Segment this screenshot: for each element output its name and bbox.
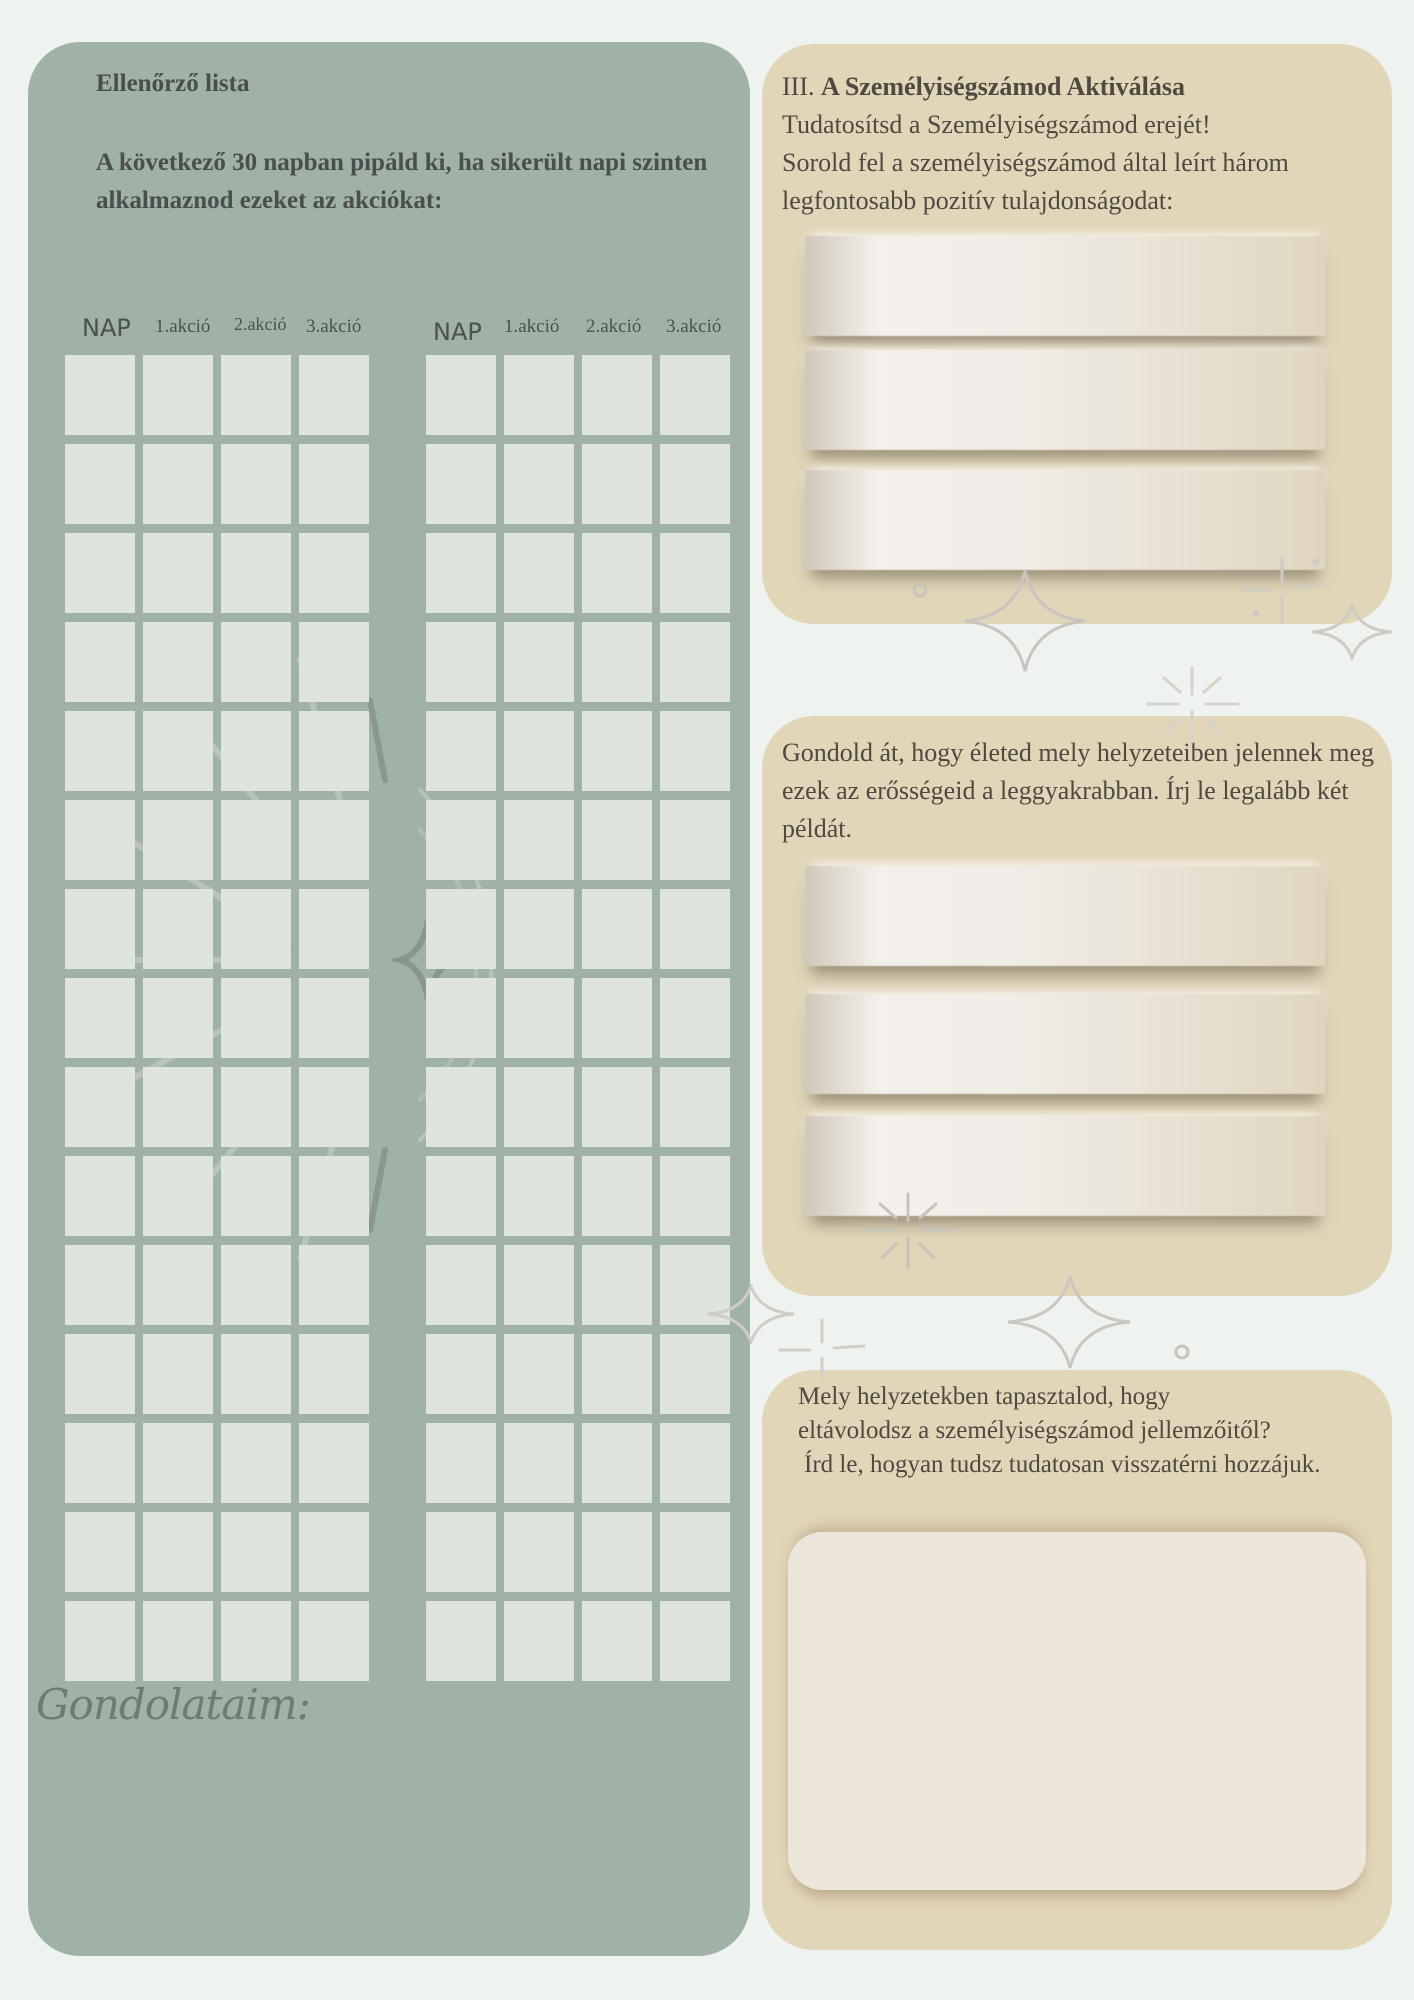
action-checkbox[interactable] xyxy=(299,1334,369,1414)
day-checkbox[interactable] xyxy=(65,711,135,791)
action-checkbox[interactable] xyxy=(299,1601,369,1681)
action-checkbox[interactable] xyxy=(660,533,730,613)
action-checkbox[interactable] xyxy=(143,622,213,702)
action-checkbox[interactable] xyxy=(582,1156,652,1236)
action-checkbox[interactable] xyxy=(582,533,652,613)
action-checkbox[interactable] xyxy=(143,800,213,880)
action-checkbox[interactable] xyxy=(299,444,369,524)
action-checkbox[interactable] xyxy=(660,978,730,1058)
section2-text: Gondold át, hogy életed mely helyzeteiben jelennek meg ezek az erősségeid a leggyakrabban. Írj le legalább két példát. xyxy=(782,738,1375,843)
answer-bar-5[interactable] xyxy=(805,994,1325,1094)
action-checkbox[interactable] xyxy=(504,355,574,435)
action-checkbox[interactable] xyxy=(299,1423,369,1503)
action-checkbox[interactable] xyxy=(143,1245,213,1325)
action-checkbox[interactable] xyxy=(582,1423,652,1503)
action-checkbox[interactable] xyxy=(221,1512,291,1592)
action-checkbox[interactable] xyxy=(582,1512,652,1592)
header-action3-1: 3.akció xyxy=(306,316,362,337)
day-checkbox[interactable] xyxy=(65,1156,135,1236)
action-checkbox[interactable] xyxy=(221,1601,291,1681)
action-checkbox[interactable] xyxy=(582,622,652,702)
thoughts-label: Gondolataim: xyxy=(36,1680,310,1729)
action-checkbox[interactable] xyxy=(504,889,574,969)
action-checkbox[interactable] xyxy=(582,1067,652,1147)
action-checkbox[interactable] xyxy=(299,978,369,1058)
action-checkbox[interactable] xyxy=(299,533,369,613)
checklist-title: Ellenőrző lista xyxy=(96,70,250,97)
day-checkbox[interactable] xyxy=(65,978,135,1058)
answer-bar-4[interactable] xyxy=(805,866,1325,966)
action-checkbox[interactable] xyxy=(143,1423,213,1503)
action-checkbox[interactable] xyxy=(299,1245,369,1325)
day-checkbox[interactable] xyxy=(426,1334,496,1414)
action-checkbox[interactable] xyxy=(660,1512,730,1592)
action-checkbox[interactable] xyxy=(582,1245,652,1325)
day-checkbox[interactable] xyxy=(426,355,496,435)
action-checkbox[interactable] xyxy=(504,978,574,1058)
action-checkbox[interactable] xyxy=(660,444,730,524)
day-checkbox[interactable] xyxy=(65,444,135,524)
action-checkbox[interactable] xyxy=(660,355,730,435)
action-checkbox[interactable] xyxy=(504,1512,574,1592)
day-checkbox[interactable] xyxy=(65,622,135,702)
day-checkbox[interactable] xyxy=(65,1601,135,1681)
action-checkbox[interactable] xyxy=(299,800,369,880)
action-checkbox[interactable] xyxy=(660,800,730,880)
action-checkbox[interactable] xyxy=(660,1067,730,1147)
action-checkbox[interactable] xyxy=(582,978,652,1058)
asterisk-burst-icon xyxy=(778,1318,868,1378)
action-checkbox[interactable] xyxy=(504,622,574,702)
action-checkbox[interactable] xyxy=(143,355,213,435)
header-action1-1: 1.akció xyxy=(155,316,211,337)
action-checkbox[interactable] xyxy=(660,1245,730,1325)
day-checkbox[interactable] xyxy=(426,1423,496,1503)
day-checkbox[interactable] xyxy=(65,1067,135,1147)
action-checkbox[interactable] xyxy=(299,1512,369,1592)
action-checkbox[interactable] xyxy=(143,1067,213,1147)
day-checkbox[interactable] xyxy=(426,1512,496,1592)
action-checkbox[interactable] xyxy=(143,444,213,524)
action-checkbox[interactable] xyxy=(221,800,291,880)
day-checkbox[interactable] xyxy=(65,1423,135,1503)
action-checkbox[interactable] xyxy=(143,978,213,1058)
action-checkbox[interactable] xyxy=(504,711,574,791)
action-checkbox[interactable] xyxy=(221,622,291,702)
action-checkbox[interactable] xyxy=(504,1245,574,1325)
day-checkbox[interactable] xyxy=(426,889,496,969)
action-checkbox[interactable] xyxy=(660,1601,730,1681)
answer-bar-1[interactable] xyxy=(805,236,1325,336)
day-checkbox[interactable] xyxy=(426,711,496,791)
section1-line2: Sorold fel a személyiségszámod által leírt három legfontosabb pozitív tulajdonságodat: xyxy=(782,148,1289,215)
day-checkbox[interactable] xyxy=(65,889,135,969)
action-checkbox[interactable] xyxy=(299,1067,369,1147)
section3-line1: Mely helyzetekben tapasztalod, hogy xyxy=(798,1383,1171,1410)
action-checkbox[interactable] xyxy=(221,1245,291,1325)
header-nap-1: NAP xyxy=(82,314,131,342)
section1-heading-prefix: III. xyxy=(782,72,821,101)
action-checkbox[interactable] xyxy=(660,1334,730,1414)
header-nap-2: NAP xyxy=(433,318,482,346)
action-checkbox[interactable] xyxy=(221,1334,291,1414)
action-checkbox[interactable] xyxy=(582,355,652,435)
action-checkbox[interactable] xyxy=(221,1067,291,1147)
action-checkbox[interactable] xyxy=(221,1156,291,1236)
section1-line1: Tudatosítsd a Személyiségszámod erejét! xyxy=(782,110,1211,139)
action-checkbox[interactable] xyxy=(299,711,369,791)
action-checkbox[interactable] xyxy=(504,1601,574,1681)
action-checkbox[interactable] xyxy=(143,1601,213,1681)
day-checkbox[interactable] xyxy=(65,533,135,613)
dot-ring-icon xyxy=(1170,1340,1198,1368)
header-action2-2: 2.akció xyxy=(586,316,642,337)
day-checkbox[interactable] xyxy=(426,1245,496,1325)
action-checkbox[interactable] xyxy=(660,889,730,969)
header-action2-1: 2.akció xyxy=(234,314,287,334)
action-checkbox[interactable] xyxy=(221,355,291,435)
day-checkbox[interactable] xyxy=(426,622,496,702)
action-checkbox[interactable] xyxy=(221,444,291,524)
action-checkbox[interactable] xyxy=(504,1423,574,1503)
day-checkbox[interactable] xyxy=(426,444,496,524)
day-checkbox[interactable] xyxy=(65,1245,135,1325)
day-checkbox[interactable] xyxy=(426,1156,496,1236)
action-checkbox[interactable] xyxy=(299,889,369,969)
action-checkbox[interactable] xyxy=(504,800,574,880)
action-checkbox[interactable] xyxy=(582,1601,652,1681)
action-checkbox[interactable] xyxy=(582,800,652,880)
action-checkbox[interactable] xyxy=(660,1423,730,1503)
action-checkbox[interactable] xyxy=(504,1334,574,1414)
action-checkbox[interactable] xyxy=(143,1334,213,1414)
action-checkbox[interactable] xyxy=(143,1156,213,1236)
action-checkbox[interactable] xyxy=(660,622,730,702)
action-checkbox[interactable] xyxy=(221,711,291,791)
action-checkbox[interactable] xyxy=(143,1512,213,1592)
answer-text-area[interactable] xyxy=(788,1532,1366,1890)
section1-heading-title: A Személyiségszámod Aktiválása xyxy=(820,72,1185,101)
answer-bar-2[interactable] xyxy=(805,350,1325,450)
header-action3-2: 3.akció xyxy=(666,316,722,337)
action-checkbox[interactable] xyxy=(143,533,213,613)
day-checkbox[interactable] xyxy=(65,355,135,435)
action-checkbox[interactable] xyxy=(299,1156,369,1236)
section3-line3: Írd le, hogyan tudsz tudatosan visszatérni hozzájuk. xyxy=(804,1451,1321,1478)
action-checkbox[interactable] xyxy=(582,711,652,791)
day-checkbox[interactable] xyxy=(426,1601,496,1681)
action-checkbox[interactable] xyxy=(582,1334,652,1414)
action-checkbox[interactable] xyxy=(143,889,213,969)
section3-line2: eltávolodsz a személyiségszámod jellemzőitől? xyxy=(798,1417,1271,1444)
action-checkbox[interactable] xyxy=(143,711,213,791)
day-checkbox[interactable] xyxy=(426,978,496,1058)
answer-bar-3[interactable] xyxy=(805,470,1325,570)
checklist-instruction: A következő 30 napban pipáld ki, ha sikerült napi szinten alkalmaznod ezeket az akciókat: xyxy=(96,149,708,214)
action-checkbox[interactable] xyxy=(504,444,574,524)
action-checkbox[interactable] xyxy=(582,444,652,524)
action-checkbox[interactable] xyxy=(504,1067,574,1147)
day-checkbox[interactable] xyxy=(65,800,135,880)
action-checkbox[interactable] xyxy=(221,978,291,1058)
header-action1-2: 1.akció xyxy=(504,316,560,337)
day-checkbox[interactable] xyxy=(426,1067,496,1147)
action-checkbox[interactable] xyxy=(299,622,369,702)
answer-bar-6[interactable] xyxy=(805,1116,1325,1216)
action-checkbox[interactable] xyxy=(582,889,652,969)
action-checkbox[interactable] xyxy=(660,711,730,791)
day-checkbox[interactable] xyxy=(426,533,496,613)
action-checkbox[interactable] xyxy=(221,889,291,969)
action-checkbox[interactable] xyxy=(221,533,291,613)
action-checkbox[interactable] xyxy=(504,533,574,613)
action-checkbox[interactable] xyxy=(299,355,369,435)
day-checkbox[interactable] xyxy=(426,800,496,880)
day-checkbox[interactable] xyxy=(65,1512,135,1592)
action-checkbox[interactable] xyxy=(221,1423,291,1503)
day-checkbox[interactable] xyxy=(65,1334,135,1414)
section1-heading xyxy=(782,68,1382,106)
action-checkbox[interactable] xyxy=(660,1156,730,1236)
action-checkbox[interactable] xyxy=(504,1156,574,1236)
